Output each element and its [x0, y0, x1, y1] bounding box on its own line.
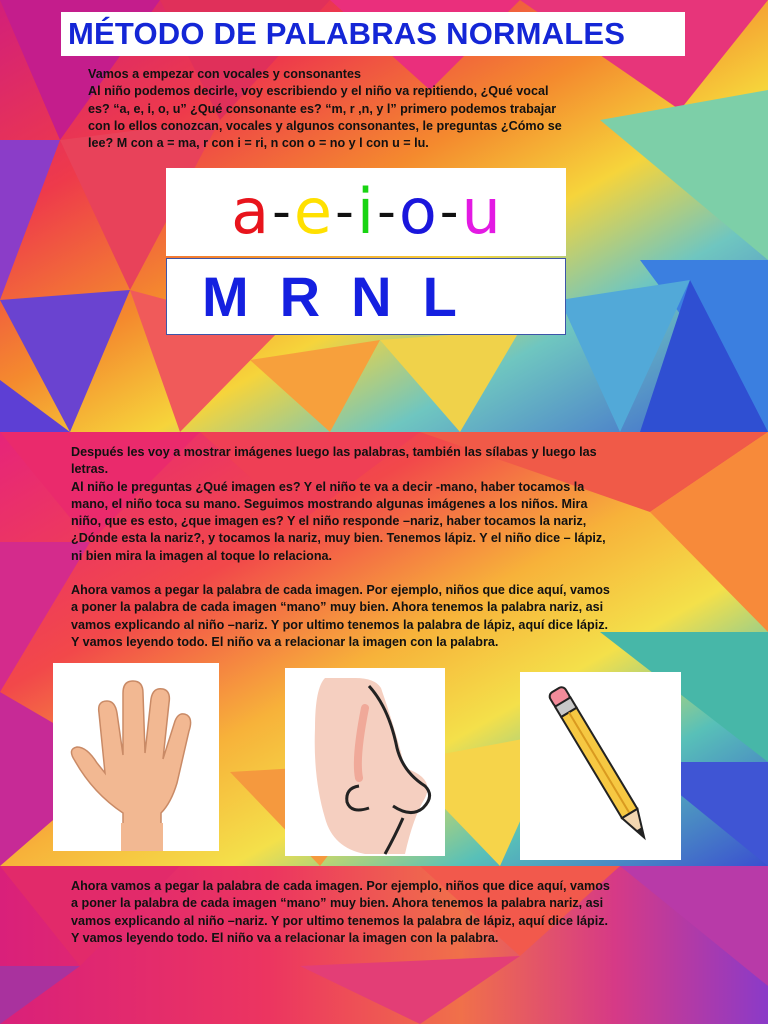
section2-line: ni bien mira la imagen al toque lo relaciona.: [71, 548, 333, 563]
vowel-o: o: [398, 175, 437, 248]
vowel-separator: -: [272, 182, 291, 242]
nose-image: [285, 668, 445, 856]
section3-line: a poner la palabra de cada imagen “mano” muy bien. Ahora tenemos la palabra nariz, asi: [71, 896, 604, 911]
section3-line: vamos explicando al niño –nariz. Y por ultimo tenemos la palabra de lápiz, aquí dice lápiz.: [71, 913, 609, 928]
consonant-l: L: [422, 265, 457, 328]
section2-line: letras.: [71, 462, 109, 477]
section2b-line: Y vamos leyendo todo. El niño va a relacionar la imagen con la palabra.: [71, 634, 499, 649]
page-title: MÉTODO DE PALABRAS NORMALES: [68, 16, 626, 51]
intro-line: Vamos a empezar con vocales y consonantes: [88, 67, 361, 81]
section2-line: mano, el niño toca su mano. Seguimos mostrando algunas imágenes a los niños. Mira: [71, 496, 588, 511]
vowel-separator: -: [377, 182, 396, 242]
section3-paragraph: [71, 878, 701, 947]
vowel-separator: -: [439, 182, 459, 242]
pencil-image: [520, 672, 681, 860]
section2b-paragraph: [71, 582, 701, 651]
section2-line: Al niño le preguntas ¿Qué imagen es? Y el niño te va a decir -mano, haber tocamos la: [71, 479, 585, 494]
nose-icon: [285, 668, 445, 856]
section3-line: Y vamos leyendo todo. El niño va a relacionar la imagen con la palabra.: [71, 930, 499, 945]
intro-line: es? “a, e, i, o, u” ¿Qué consonante es? “m, r ,n, y l” primero podemos trabajar: [88, 101, 557, 116]
section2b-line: a poner la palabra de cada imagen “mano” muy bien. Ahora tenemos la palabra nariz, asi: [71, 600, 604, 615]
intro-line: con lo ellos conozcan, vocales y algunos consonantes, le preguntas ¿Cómo se: [88, 118, 562, 133]
section2-line: ¿Dónde esta la nariz?, y tocamos la nariz, muy bien. Tenemos lápiz. Y el niño dice – lápiz,: [71, 531, 606, 546]
pencil-icon: [520, 672, 681, 860]
vowel-separator: -: [335, 182, 354, 242]
vowel-a: a: [231, 175, 270, 248]
section2-paragraph: [71, 444, 701, 565]
consonant-n: N: [351, 265, 392, 328]
section3-line: Ahora vamos a pegar la palabra de cada imagen. Por ejemplo, niños que dice aquí, vamos: [71, 879, 610, 893]
top-panel: [0, 0, 768, 432]
consonant-r: R: [279, 265, 321, 328]
vowel-u: u: [461, 175, 501, 248]
vowel-e: e: [293, 175, 333, 248]
intro-line: lee? M con a = ma, r con i = ri, n con o = no y l con u = lu.: [88, 136, 429, 151]
section2-line: Después les voy a mostrar imágenes luego las palabras, también las sílabas y luego las: [71, 445, 597, 459]
consonants-card: [166, 258, 566, 335]
hand-image: [53, 663, 219, 851]
intro-line: Al niño podemos decirle, voy escribiendo y el niño va repitiendo, ¿Qué vocal: [88, 84, 549, 99]
title-box: [61, 12, 685, 56]
hand-icon: [53, 663, 219, 851]
vowels-card: [166, 168, 566, 256]
section2-line: niño, que es esto, ¿que imagen es? Y el niño responde –nariz, haber tocamos la nariz,: [71, 514, 587, 529]
vowel-i: i: [356, 175, 375, 248]
consonant-m: M: [202, 265, 249, 328]
intro-paragraph: [88, 66, 668, 152]
section2b-line: vamos explicando al niño –nariz. Y por ultimo tenemos la palabra de lápiz, aquí dice lápiz.: [71, 617, 609, 632]
section2b-line: Ahora vamos a pegar la palabra de cada imagen. Por ejemplo, niños que dice aquí, vamos: [71, 583, 610, 597]
